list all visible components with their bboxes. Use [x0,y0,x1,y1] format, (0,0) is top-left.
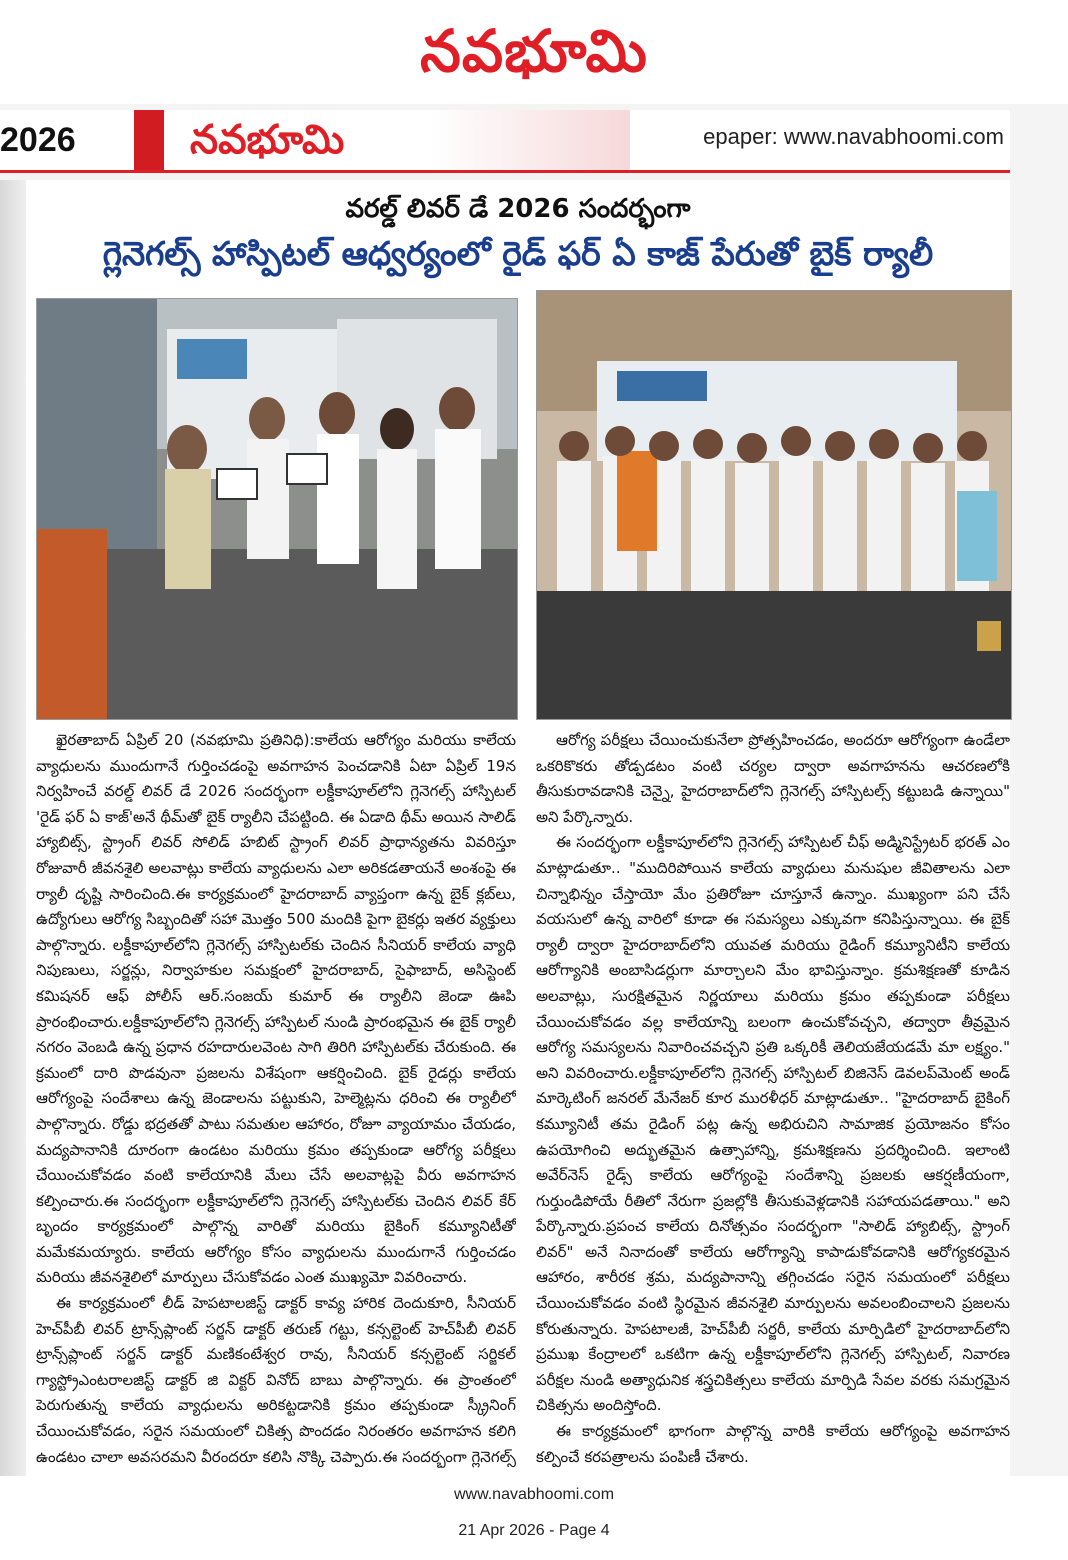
epaper-url[interactable]: epaper: www.navabhoomi.com [703,124,1004,149]
news-article [26,180,1010,1476]
article-paragraph: ఈ సందర్భంగా లక్డీకాపూల్‌లోని గ్లెనెగల్స్ హాస్పిటల్ చీఫ్ అడ్మినిస్ట్రేటర్ భరత్ ఎం మాట్లాడుతూ.. "ముదిరిపోయిన కాలేయ వ్యాధులు మనుషుల జీవితాలను ఎలా చిన్నాభిన్నం చేస్తాయో మేం ప్రతిరోజూ చూస్తూనే ఉన్నాం. ముఖ్యంగా పని చేసే వయసులో ఉన్న వారిలో కూడా ఈ సమస్యలు ఎక్కువగా కనిపిస్తున్నాయి. ఈ బైక్ ర్యాలీ ద్వారా హైదరాబాద్‌లోని యువత మరియు రైడింగ్ కమ్యూనిటీని కాలేయ ఆరోగ్యానికి అంబాసిడర్లుగా మార్చాలని మేం భావిస్తున్నాం. క్రమశిక్షణతో కూడిన అలవాట్లు, సురక్షితమైన నిర్ణయాలు మరియు క్రమం తప్పకుండా పరీక్షలు చేయించుకోవడం వల్ల కాలేయాన్ని బలంగా ఉంచుకోవచ్చని, తద్వారా తీవ్రమైన ఆరోగ్య సమస్యలను నివారించవచ్చని ప్రతి ఒక్కరికీ తెలియజేయడమే మా లక్ష్యం." అని వివరించారు.లక్డీకాపూల్‌లోని గ్లెనెగల్స్ హాస్పిటల్ బిజినెస్ డెవలప్‌మెంట్ అండ్ మార్కెటింగ్ జనరల్ మేనేజర్ కూర మురళీధర్ మాట్లాడుతూ.. "హైదరాబాద్ బైకింగ్ కమ్యూనిటీ తమ రైడింగ్ పట్ల ఉన్న అభిరుచిని సామాజిక ప్రయోజనం కోసం ఉపయోగించి అద్భుతమైన ఉత్సాహాన్ని, క్రమశిక్షణను ప్రదర్శించింది. ఇలాంటి అవేర్‌నెస్ రైడ్స్ కాలేయ ఆరోగ్యంపై సందేశాన్ని ప్రజలకు ఆకర్షణీయంగా, గుర్తుండిపోయే రీతిలో నేరుగా ప్రజల్లోకి తీసుకువెళ్లడానికి సహాయపడతాయి." అని పేర్కొన్నారు.ప్రపంచ కాలేయ దినోత్సవం సందర్భంగా "సాలిడ్ హ్యాబిట్స్, స్ట్రాంగ్ లివర్" అనే నినాదంతో కాలేయ ఆరోగ్యాన్ని కాపాడుకోవడానికి ఆరోగ్యకరమైన ఆహారం, శారీరక శ్రమ, మద్యపానాన్ని తగ్గించడం సరైన సమయంలో పరీక్షలు చేయించుకోవడం వంటి స్థిరమైన జీవనశైలి మార్పులను అవలంబించాలని ప్రజలను కోరుతున్నారు. హెపటాలజీ, హెచ్‌పీబీ సర్జరీ, కాలేయ మార్పిడిలో హైదరాబాద్‌లోని ప్రముఖ కేంద్రాలలో ఒకటిగా ఉన్న లక్డీకాపూల్‌లోని గ్లెనెగల్స్ హాస్పిటల్, నివారణ పరీక్షల నుండి అత్యాధునిక శస్త్రచికిత్సలు కాలేయ మార్పిడి సేవల వరకు సమగ్రమైన చికిత్సను అందిస్తోంది. [536,833,1010,1415]
header-logo: నవభూమి [190,117,345,163]
header-gradient [430,110,630,170]
article-column-right [536,728,1010,1468]
article-paragraph: ఆరోగ్య పరీక్షలు చేయించుకునేలా ప్రోత్సహించడం, అందరూ ఆరోగ్యంగా ఉండేలా ఒకరికొకరు తోడ్పడటం వంటి చర్యల ద్వారా అవగాహనను ఆచరణలోకి తీసుకురావడానికి చెన్నై, హైదరాబాద్‌లోని గ్లెనెగల్స్ హాస్పిటల్స్ కట్టుబడి ఉన్నాయి" అని పేర్కొన్నారు. [536,731,1010,826]
adjacent-page-edge [0,180,26,1476]
article-column-left [36,728,516,1468]
page-header-bar [0,110,1010,173]
header-accent-stripe [134,110,164,170]
photo-illustration [37,299,517,719]
article-headline: గ్లెనెగల్స్ హాస్పిటల్ ఆధ్వర్యంలో రైడ్ ఫర్ ఏ కాజ్ పేరుతో బైక్ ర్యాలీ [102,234,934,273]
masthead-logo: నవభూమి [420,17,648,85]
footer-page-info: 21 Apr 2026 - Page 4 [458,1522,610,1539]
header-year: 2026 [0,121,76,159]
hospital-team-photo [536,290,1012,720]
article-paragraph: ఈ కార్యక్రమంలో లీడ్ హెపటాలజిస్ట్ డాక్టర్ కావ్య హారిక దెందుకూరి, సీనియర్ హెచ్‌పీబీ లివర్ ట్రాన్స్‌ప్లాంట్ సర్జన్ డాక్టర్ తరుణ్ గట్టు, కన్సల్టెంట్ హెచ్‌పీబీ లివర్ ట్రాన్స్‌ప్లాంట్ సర్జన్ డాక్టర్ మణికంటేశ్వర రావు, సీనియర్ కన్సల్టెంట్ సర్జికల్ గ్యాస్ట్రోఎంటరాలజిస్ట్ డాక్టర్ జి విక్టర్ వినోద్ బాబు పాల్గొన్నారు. ఈ ప్రాంతంలో పెరుగుతున్న కాలేయ వ్యాధులను అరికట్టడానికి క్రమం తప్పకుండా స్క్రీనింగ్ చేయించుకోవడం, సరైన సమయంలో చికిత్స పొందడం నిరంతరం అవగాహన కలిగి ఉండటం చాలా అవసరమని వీరందరూ కలిసి నొక్కి చెప్పారు.ఈ సందర్భంగా గ్లెనెగల్స్ [36,1294,516,1466]
article-paragraph: ఈ కార్యక్రమంలో భాగంగా పాల్గొన్న వారికి కాలేయ ఆరోగ్యంపై అవగాహన కల్పించే కరపత్రాలను పంపిణీ చేశారు. [536,1422,1010,1466]
article-paragraph: ఖైరతాబాద్ ఏప్రిల్ 20 (నవభూమి ప్రతినిధి):కాలేయ ఆరోగ్యం మరియు కాలేయ వ్యాధులను ముందుగానే గుర్తించడంపై అవగాహన పెంచడానికి ఏటా ఏప్రిల్ 19న నిర్వహించే వరల్డ్ లివర్ డే 2026 సందర్భంగా లక్డీకాపూల్‌లోని గ్లెనెగల్స్ హాస్పిటల్ 'రైడ్ ఫర్ ఏ కాజ్'అనే థీమ్‌తో బైక్ ర్యాలీని చేపట్టింది. ఈ ఏడాది థీమ్ అయిన సాలిడ్ హ్యాబిట్స్, స్ట్రాంగ్ లివర్ సోలిడ్ హబిట్ స్ట్రాంగ్ లివర్ ప్రాధాన్యతను వివరిస్తూ రోజువారీ జీవనశైలి అలవాట్లు కాలేయ వ్యాధులను ఎలా అరికడతాయనే అంశంపై ఈ ర్యాలీ దృష్టి సారించింది.ఈ కార్యక్రమంలో హైదరాబాద్ వ్యాప్తంగా ఉన్న బైక్ క్లబ్‌లు, ఉద్యోగులు ఆరోగ్య సిబ్బందితో సహా మొత్తం 500 మందికి పైగా బైకర్లు ఇతర వ్యక్తులు పాల్గొన్నారు. లక్డీకాపూల్‌లోని గ్లెనెగల్స్ హాస్పిటల్‌కు చెందిన సీనియర్ కాలేయ వ్యాధి నిపుణులు, సర్జన్లు, నిర్వాహకుల సమక్షంలో హైదరాబాద్, సైఫాబాద్, అసిస్టెంట్ కమిషనర్ ఆఫ్ పోలీస్ ఆర్.సంజయ్ కుమార్ ఈ ర్యాలీని జెండా ఊపి ప్రారంభించారు.లక్డీకాపూల్‌లోని గ్లెనెగల్స్ హాస్పిటల్ నుండి ప్రారంభమైన ఈ బైక్ ర్యాలీ నగరం వెంబడి ఉన్న ప్రధాన రహదారులవెంట సాగి తిరిగి హాస్పిటల్‌కు చేరుకుంది. ఈ క్రమంలో దారి పొడవునా ప్రజలను విశేషంగా ఆకర్షించింది. బైక్ రైడర్లు కాలేయ ఆరోగ్యంపై సందేశాలు ఉన్న జెండాలను పట్టుకుని, హెల్మెట్లను ధరించి ఈ ర్యాలీలో పాల్గొన్నారు. రోడ్డు భద్రతతో పాటు సమతుల ఆహారం, రోజూ వ్యాయామం చేయడం, మద్యపానానికి దూరంగా ఉండటం మరియు క్రమం తప్పకుండా ఆరోగ్య పరీక్షలు చేయించుకోవడం వంటి కాలేయానికి మేలు చేసే అలవాట్లపై వీరు అవగాహన కల్పించారు.ఈ సందర్భంగా లక్డీకాపూల్‌లోని గ్లెనెగల్స్ హాస్పిటల్‌కు చెందిన లివర్ కేర్ బృందం కార్యక్రమంలో పాల్గొన్న వారితో మరియు బైకింగ్ కమ్యూనిటీతో మమేకమయ్యారు. కాలేయ ఆరోగ్యం కోసం వ్యాధులను ముందుగానే గుర్తించడం మరియు జీవనశైలిలో మార్పులు చేసుకోవడం ఎంత ముఖ్యమో వివరించారు. [36,731,516,1287]
article-kicker: వరల్డ్ లివర్ డే 2026 సందర్భంగా [345,194,691,224]
bike-rally-flagoff-photo [36,298,518,720]
footer-url[interactable]: www.navabhoomi.com [453,1486,615,1503]
photo-illustration [537,291,1011,719]
